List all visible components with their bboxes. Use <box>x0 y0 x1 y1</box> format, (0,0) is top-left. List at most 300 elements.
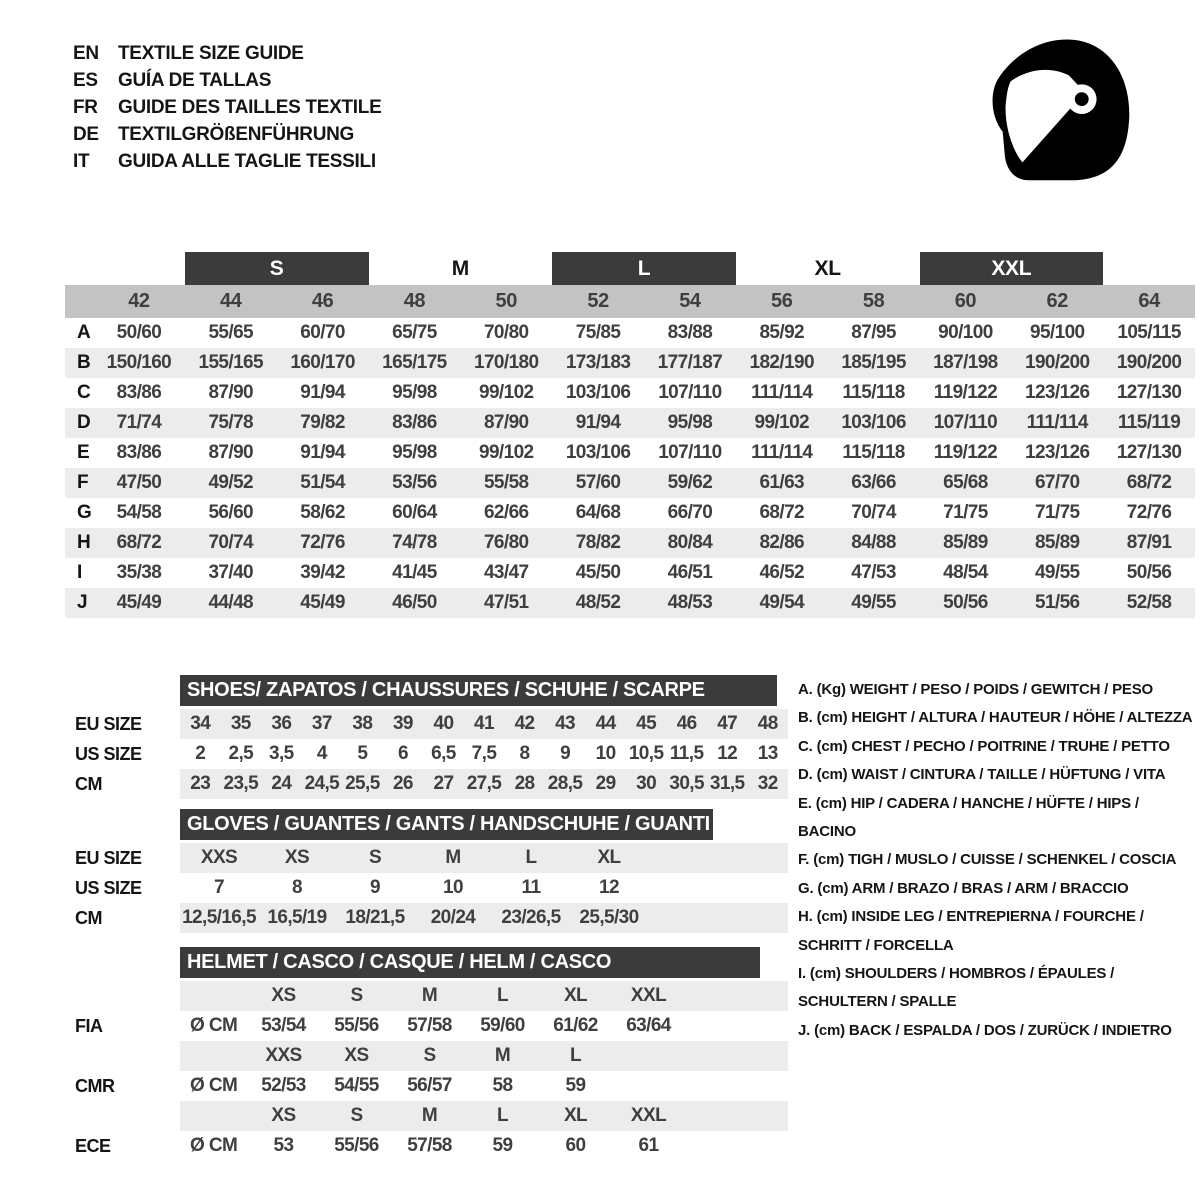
value-cell: 12,5/16,5 <box>182 907 256 928</box>
value-cell: 59 <box>492 1135 513 1156</box>
size-cell: 83/86 <box>116 442 162 463</box>
helmet-table-rows <box>65 981 788 1161</box>
value-cell: 9 <box>370 877 380 898</box>
subtable-row <box>65 903 788 933</box>
value-cell: 8 <box>292 877 302 898</box>
size-cell: 45/50 <box>575 562 621 583</box>
size-cell: 78/82 <box>575 532 621 553</box>
legend-item: I. (cm) SHOULDERS / HOMBROS / ÉPAULES / SCHULTERN / SPALLE <box>798 965 1115 1011</box>
size-cell: 46/51 <box>667 562 713 583</box>
size-cell: 170/180 <box>474 352 539 373</box>
column-header: 58 <box>862 290 885 312</box>
value-cell: 61 <box>638 1135 659 1156</box>
size-header-cell: XXS <box>265 1045 302 1066</box>
size-cell: 51/54 <box>300 472 345 493</box>
row-letter: H <box>77 532 91 553</box>
row-letter: D <box>77 412 91 433</box>
row-label: EU SIZE <box>75 847 142 868</box>
value-cell: 48 <box>757 713 778 734</box>
value-cell: 55/56 <box>334 1135 379 1156</box>
value-cell: 38 <box>352 713 373 734</box>
value-cell: 27,5 <box>466 773 502 794</box>
size-cell: 61/63 <box>759 472 805 493</box>
legend-item: G. (cm) ARM / BRAZO / BRAS / ARM / BRACCIO <box>798 879 1129 897</box>
size-cell: 50/56 <box>1126 562 1172 583</box>
language-row <box>73 148 381 175</box>
value-cell: 24 <box>271 773 292 794</box>
size-cell: 71/75 <box>943 502 988 523</box>
size-cell: 49/55 <box>851 592 896 613</box>
value-cell: 43 <box>555 713 576 734</box>
value-cell: 11 <box>521 877 541 898</box>
language-code: EN <box>73 43 99 64</box>
value-cell: L <box>525 847 537 868</box>
value-cell: 34 <box>190 713 211 734</box>
size-cell: 45/49 <box>116 592 162 613</box>
size-header-cell: XS <box>344 1045 369 1066</box>
size-cell: 60/64 <box>392 502 437 523</box>
value-cell: 9 <box>560 743 571 764</box>
size-cell: 75/78 <box>208 412 254 433</box>
size-cell: 111/114 <box>1026 412 1088 433</box>
value-cell: 10 <box>595 743 616 764</box>
size-cell: 71/74 <box>116 412 162 433</box>
size-cell: 185/195 <box>841 352 906 373</box>
size-cell: 50/56 <box>943 592 988 613</box>
size-cell: 165/175 <box>382 352 447 373</box>
value-cell: XS <box>284 847 310 868</box>
size-cell: 70/74 <box>851 502 896 523</box>
column-header: 50 <box>495 290 517 312</box>
value-cell: 26 <box>392 773 413 794</box>
size-cell: 107/110 <box>658 382 722 403</box>
size-cell: 115/118 <box>842 442 905 463</box>
size-cell: 115/118 <box>842 382 905 403</box>
textile-row-E <box>65 438 1195 468</box>
size-cell: 47/53 <box>851 562 896 583</box>
size-cell: 35/38 <box>116 562 162 583</box>
measurement-legend <box>798 676 1198 1045</box>
value-cell: 40 <box>433 713 454 734</box>
column-header: 60 <box>954 290 977 312</box>
size-cell: 182/190 <box>749 352 814 373</box>
textile-row-D <box>65 408 1195 438</box>
subtable-row <box>65 739 788 769</box>
size-cell: 160/170 <box>290 352 355 373</box>
size-cell: 75/85 <box>575 322 621 343</box>
size-cell: 49/54 <box>759 592 805 613</box>
size-header-cell: M <box>421 985 438 1006</box>
value-cell: XL <box>597 847 621 868</box>
standard-label: FIA <box>75 1015 103 1036</box>
value-cell: 59 <box>565 1075 586 1096</box>
language-row <box>73 121 381 148</box>
value-cell: 5 <box>357 743 368 764</box>
size-cell: 74/78 <box>392 532 437 553</box>
size-cell: 123/126 <box>1025 442 1090 463</box>
size-cell: 56/60 <box>208 502 254 523</box>
helmet-size-headers <box>180 1041 788 1071</box>
value-cell: 6,5 <box>431 743 456 764</box>
textile-row-C <box>65 378 1195 408</box>
size-header-cell: XL <box>563 985 588 1006</box>
value-cell: 39 <box>392 713 413 734</box>
size-cell: 119/122 <box>933 382 998 403</box>
value-cell: 47 <box>717 713 738 734</box>
size-cell: 58/62 <box>300 502 345 523</box>
row-label: US SIZE <box>75 877 142 898</box>
size-cell: 48/54 <box>943 562 988 583</box>
helmet-values <box>180 1011 788 1041</box>
size-header-cell: XXL <box>630 1105 667 1126</box>
value-cell: 59/60 <box>480 1015 525 1036</box>
size-cell: 37/40 <box>208 562 254 583</box>
value-cell: 31,5 <box>709 773 745 794</box>
size-cell: 43/47 <box>483 562 529 583</box>
size-cell: 127/130 <box>1116 442 1182 463</box>
value-cell: 58 <box>492 1075 513 1096</box>
size-header-cell: S <box>350 985 363 1006</box>
size-cell: 44/48 <box>208 592 254 613</box>
size-cell: 87/95 <box>851 322 896 343</box>
size-group-M: M <box>451 256 469 280</box>
value-cell: 53 <box>273 1135 294 1156</box>
value-cell: 57/58 <box>407 1015 452 1036</box>
size-cell: 177/187 <box>657 352 723 373</box>
value-cell: 25,5 <box>345 773 380 794</box>
value-cell: 30,5 <box>669 773 704 794</box>
size-cell: 68/72 <box>116 532 162 553</box>
helmet-values <box>180 1071 788 1101</box>
value-cell: 20/24 <box>430 907 476 928</box>
value-cell: 2 <box>195 743 206 764</box>
size-header-cell: L <box>569 1045 581 1066</box>
value-cell: 61/62 <box>553 1015 598 1036</box>
language-title-list <box>73 40 381 175</box>
value-cell: 44 <box>595 713 616 734</box>
value-cell: 6 <box>397 743 408 764</box>
helmet-table-title: HELMET / CASCO / CASQUE / HELM / CASCO <box>180 947 760 978</box>
helmet-standard-row-FIA <box>65 1011 788 1041</box>
value-cell: 12 <box>599 877 619 898</box>
value-cell: 12 <box>717 743 738 764</box>
helmet-size-headers <box>180 981 788 1011</box>
size-cell: 85/89 <box>943 532 988 553</box>
size-cell: 52/58 <box>1126 592 1172 613</box>
size-cell: 87/91 <box>1126 532 1172 553</box>
size-header-cell: XS <box>271 1105 296 1126</box>
size-cell: 63/66 <box>851 472 896 493</box>
row-letter: A <box>77 322 91 343</box>
size-cell: 54/58 <box>116 502 162 523</box>
size-cell: 71/75 <box>1034 502 1080 523</box>
size-cell: 111/114 <box>751 442 813 463</box>
size-cell: 83/86 <box>392 412 437 433</box>
size-cell: 62/66 <box>483 502 529 523</box>
size-cell: 46/52 <box>759 562 805 583</box>
guide-title: GUIDE DES TAILLES TEXTILE <box>118 97 382 118</box>
size-cell: 99/102 <box>754 412 809 433</box>
row-values <box>180 873 788 903</box>
value-cell: 30 <box>636 773 657 794</box>
helmet-size-header-row <box>65 981 788 1011</box>
value-cell: 8 <box>519 743 530 764</box>
size-cell: 115/119 <box>1117 412 1181 433</box>
size-cell: 65/68 <box>943 472 988 493</box>
size-cell: 87/90 <box>483 412 529 433</box>
size-cell: 83/86 <box>116 382 162 403</box>
size-cell: 150/160 <box>106 352 172 373</box>
textile-row-A <box>65 318 1195 348</box>
shoes-table-title: SHOES/ ZAPATOS / CHAUSSURES / SCHUHE / SCARPE <box>180 675 777 706</box>
size-cell: 103/106 <box>565 382 631 403</box>
value-cell: 23,5 <box>223 773 259 794</box>
size-cell: 91/94 <box>300 382 345 403</box>
value-cell: 60 <box>565 1135 586 1156</box>
size-cell: 57/60 <box>575 472 621 493</box>
value-cell: 35 <box>230 713 251 734</box>
legend-item: B. (cm) HEIGHT / ALTURA / HAUTEUR / HÖHE / ALTEZZA <box>798 709 1193 727</box>
row-letter: J <box>77 592 88 613</box>
shoes-table-rows <box>65 709 788 799</box>
size-cell: 48/52 <box>575 592 621 613</box>
column-header: 44 <box>220 290 242 312</box>
size-cell: 55/65 <box>208 322 254 343</box>
column-header: 46 <box>311 290 334 312</box>
size-cell: 47/50 <box>116 472 162 493</box>
language-code: DE <box>73 124 99 145</box>
value-cell: 42 <box>514 713 535 734</box>
legend-item: J. (cm) BACK / ESPALDA / DOS / ZURÜCK / INDIETRO <box>798 1021 1172 1039</box>
value-cell: 53/54 <box>261 1015 306 1036</box>
value-cell: XXS <box>200 847 238 868</box>
size-cell: 83/88 <box>667 322 713 343</box>
value-cell: 16,5/19 <box>267 907 327 928</box>
size-cell: 107/110 <box>658 442 722 463</box>
size-cell: 173/183 <box>565 352 631 373</box>
size-cell: 39/42 <box>300 562 345 583</box>
row-label: CM <box>75 773 102 794</box>
column-header: 62 <box>1046 290 1068 312</box>
column-header: 54 <box>679 290 701 312</box>
spacer <box>65 1101 180 1131</box>
size-cell: 76/80 <box>483 532 529 553</box>
row-values <box>180 843 788 873</box>
gloves-size-table <box>65 809 788 933</box>
value-cell: 11,5 <box>669 743 704 764</box>
legend-item: F. (cm) TIGH / MUSLO / CUISSE / SCHENKEL / COSCIA <box>798 851 1177 869</box>
size-header-cell: S <box>423 1045 436 1066</box>
value-cell: S <box>368 847 382 868</box>
legend-item: D. (cm) WAIST / CINTURA / TAILLE / HÜFTUNG / VITA <box>798 766 1166 784</box>
value-cell: 36 <box>271 713 292 734</box>
language-code: ES <box>73 70 98 91</box>
gloves-table-title: GLOVES / GUANTES / GANTS / HANDSCHUHE / GUANTI <box>180 809 713 840</box>
standard-label: CMR <box>75 1075 115 1096</box>
value-cell: 24,5 <box>304 773 340 794</box>
value-cell: 10,5 <box>628 743 664 764</box>
value-cell: 55/56 <box>334 1015 379 1036</box>
size-group-L: L <box>552 252 736 285</box>
size-header-cell: XXL <box>630 985 667 1006</box>
size-cell: 87/90 <box>208 382 254 403</box>
size-cell: 53/56 <box>392 472 437 493</box>
gloves-table-rows <box>65 843 788 933</box>
value-cell: 41 <box>474 713 494 734</box>
size-cell: 65/75 <box>392 322 437 343</box>
value-cell: 46 <box>676 713 697 734</box>
value-cell: 13 <box>757 743 778 764</box>
guide-title: GUÍA DE TALLAS <box>118 70 272 91</box>
size-cell: 66/70 <box>667 502 713 523</box>
size-cell: 111/114 <box>751 382 813 403</box>
size-cell: 82/86 <box>759 532 805 553</box>
size-header-cell: L <box>496 985 508 1006</box>
size-cell: 107/110 <box>933 412 998 433</box>
size-cell: 80/84 <box>667 532 713 553</box>
helmet-size-headers <box>180 1101 788 1131</box>
size-cell: 68/72 <box>759 502 805 523</box>
value-cell: 28 <box>514 773 535 794</box>
size-cell: 85/89 <box>1034 532 1080 553</box>
diameter-label: Ø CM <box>190 1015 238 1036</box>
size-cell: 70/74 <box>208 532 254 553</box>
size-cell: 95/98 <box>392 382 437 403</box>
size-cell: 127/130 <box>1116 382 1182 403</box>
size-cell: 91/94 <box>575 412 621 433</box>
size-cell: 95/100 <box>1029 322 1085 343</box>
size-cell: 119/122 <box>933 442 998 463</box>
size-cell: 45/49 <box>300 592 345 613</box>
helmet-size-header-row <box>65 1041 788 1071</box>
diameter-label: Ø CM <box>190 1075 238 1096</box>
value-cell: 2,5 <box>228 743 254 764</box>
row-letter: I <box>77 562 83 583</box>
standard-label: ECE <box>75 1135 111 1156</box>
size-cell: 190/200 <box>1116 352 1182 373</box>
textile-row-I <box>65 558 1195 588</box>
legend-item: C. (cm) CHEST / PECHO / POITRINE / TRUHE / PETTO <box>798 737 1170 755</box>
column-header: 56 <box>771 290 793 312</box>
value-cell: 54/55 <box>334 1075 379 1096</box>
column-header: 64 <box>1138 290 1160 312</box>
row-letter: E <box>77 442 90 463</box>
size-header-cell: XL <box>563 1105 588 1126</box>
size-cell: 41/45 <box>392 562 437 583</box>
size-cell: 49/55 <box>1034 562 1080 583</box>
helmet-values <box>180 1131 788 1161</box>
size-cell: 49/52 <box>208 472 254 493</box>
row-letter: C <box>77 382 91 403</box>
legend-item: A. (Kg) WEIGHT / PESO / POIDS / GEWITCH / PESO <box>798 681 1153 698</box>
value-cell: 52/53 <box>261 1075 306 1096</box>
size-cell: 105/115 <box>1117 322 1181 343</box>
size-cell: 90/100 <box>938 322 993 343</box>
value-cell: 57/58 <box>407 1135 452 1156</box>
value-cell: 28,5 <box>547 773 583 794</box>
size-cell: 70/80 <box>483 322 529 343</box>
size-cell: 68/72 <box>1126 472 1172 493</box>
textile-column-band <box>65 285 1195 318</box>
spacer <box>65 1041 180 1071</box>
size-cell: 55/58 <box>483 472 529 493</box>
textile-row-G <box>65 498 1195 528</box>
size-cell: 72/76 <box>1126 502 1172 523</box>
row-letter: G <box>77 502 92 523</box>
size-cell: 99/102 <box>478 442 534 463</box>
size-cell: 123/126 <box>1025 382 1090 403</box>
textile-row-H <box>65 528 1195 558</box>
row-label: US SIZE <box>75 743 142 764</box>
size-cell: 187/198 <box>933 352 998 373</box>
size-cell: 72/76 <box>300 532 345 553</box>
value-cell: 4 <box>316 743 327 764</box>
column-header: 48 <box>403 290 426 312</box>
diameter-label: Ø CM <box>190 1135 238 1156</box>
size-header-cell: M <box>421 1105 438 1126</box>
value-cell: 18/21,5 <box>345 907 405 928</box>
language-row <box>73 67 381 94</box>
value-cell: 23 <box>190 773 211 794</box>
size-cell: 91/94 <box>300 442 345 463</box>
size-cell: 64/68 <box>575 502 621 523</box>
helmet-standard-row-ECE <box>65 1131 788 1161</box>
value-cell: 32 <box>757 773 778 794</box>
size-cell: 79/82 <box>300 412 345 433</box>
size-cell: 59/62 <box>667 472 713 493</box>
row-values <box>180 709 788 739</box>
row-label: CM <box>75 907 102 928</box>
guide-title: TEXTILGRÖßENFÜHRUNG <box>118 124 355 145</box>
value-cell: M <box>445 847 461 868</box>
column-header: 52 <box>587 290 609 312</box>
value-cell: 37 <box>311 713 332 734</box>
size-cell: 190/200 <box>1025 352 1090 373</box>
size-cell: 95/98 <box>667 412 713 433</box>
value-cell: 29 <box>595 773 616 794</box>
helmet-size-header-row <box>65 1101 788 1131</box>
row-values <box>180 739 788 769</box>
language-row <box>73 94 381 121</box>
guide-title: GUIDA ALLE TAGLIE TESSILI <box>118 151 376 172</box>
size-cell: 87/90 <box>208 442 254 463</box>
language-row <box>73 40 381 67</box>
value-cell: 56/57 <box>407 1075 452 1096</box>
value-cell: 27 <box>433 773 454 794</box>
row-label: EU SIZE <box>75 713 142 734</box>
size-cell: 103/106 <box>565 442 631 463</box>
legend-item: E. (cm) HIP / CADERA / HANCHE / HÜFTE / HIPS / BACINO <box>798 794 1139 841</box>
size-cell: 46/50 <box>392 592 437 613</box>
size-cell: 95/98 <box>392 442 437 463</box>
spacer <box>65 981 180 1011</box>
value-cell: 63/64 <box>626 1015 671 1036</box>
column-header: 42 <box>128 290 150 312</box>
size-cell: 47/51 <box>483 592 529 613</box>
size-cell: 51/56 <box>1034 592 1080 613</box>
helmet-standard-row-CMR <box>65 1071 788 1101</box>
size-group-XL: XL <box>814 256 841 280</box>
value-cell: 10 <box>443 877 463 898</box>
textile-size-groups <box>65 252 1195 285</box>
value-cell: 7 <box>214 877 224 898</box>
size-cell: 155/165 <box>198 352 263 373</box>
size-cell: 84/88 <box>851 532 896 553</box>
value-cell: 45 <box>636 713 657 734</box>
size-header-cell: L <box>496 1105 508 1126</box>
value-cell: 25,5/30 <box>579 907 639 928</box>
size-cell: 50/60 <box>116 322 162 343</box>
